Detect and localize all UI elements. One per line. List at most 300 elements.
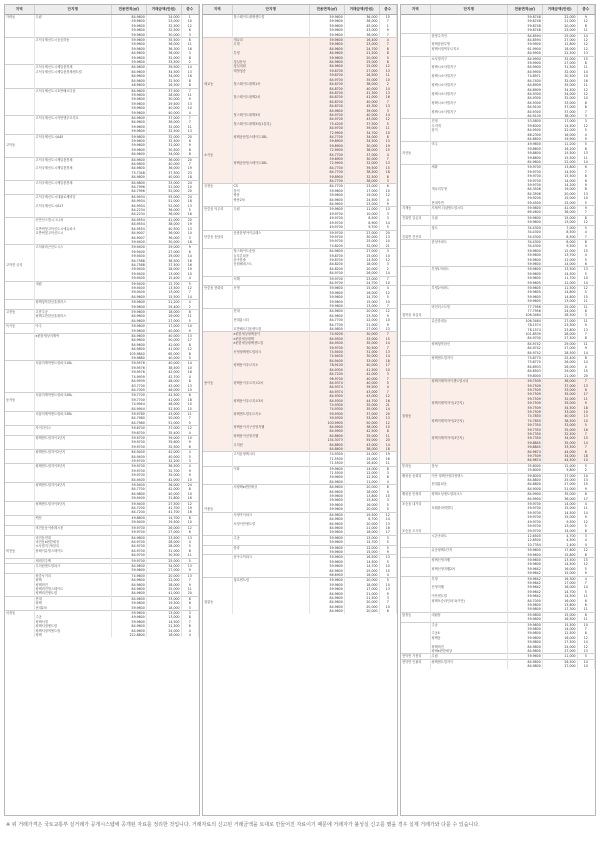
complex-name-cell: 평택센트럴자이1단지 [34,435,111,440]
area-cell: 59.8900 [309,157,344,161]
complex-name-cell: 평택시소사벌지구 [430,110,507,114]
floor-cell: 13 [379,235,396,239]
floor-cell: 14 [181,254,198,258]
area-cell: 84.9400 [111,478,146,483]
area-cell: 59.9700 [507,183,542,187]
area-cell: 84.7700 [309,184,344,189]
area-cell: 59.8748 [507,19,542,23]
area-cell: 75.7348 [111,171,146,175]
floor-cell: 3 [379,212,396,216]
complex-name-cell: 평택지제역자이센트럴시티 [430,379,507,384]
floor-cell: 7 [181,620,198,624]
area-cell: 84.8700 [309,95,344,99]
price-cell: 30,000 [344,332,379,337]
complex-name-cell: 평택서정역센트럴 [34,629,111,633]
floor-cell: 5 [181,319,198,324]
price-cell: 32,000 [542,96,577,100]
area-cell: 84.9700 [111,553,146,558]
floor-cell: 15 [577,369,594,373]
price-cell: 55,000 [344,438,379,442]
area-cell: 84.7996 [111,189,146,194]
area-cell: 84.9900 [309,429,344,433]
area-cell: 59.9600 [309,583,344,587]
floor-cell: 15 [379,337,396,341]
price-cell: 14,500 [542,124,577,128]
price-cell: 27,000 [344,230,379,235]
floor-cell: 8 [379,47,396,51]
price-cell: 43,000 [146,384,181,388]
floor-cell: 9 [577,571,594,576]
price-cell: 11,000 [542,654,577,659]
price-cell: 14,000 [542,262,577,267]
price-cell: 39,000 [146,435,181,440]
complex-name-cell: 세화 [430,165,507,170]
complex-name-cell: 대림삼 [430,612,507,617]
floor-cell: 20 [577,374,594,379]
price-cell: 30,500 [344,346,379,350]
price-cell: 32,000 [542,397,577,401]
floor-cell: 10 [379,318,396,322]
floor-cell: 4 [379,198,396,202]
price-cell: 45,300 [344,104,379,108]
price-cell: 13,700 [542,253,577,257]
floor-cell: 11 [379,434,396,438]
area-cell: 74.7850 [507,414,542,418]
price-cell: 50,000 [146,416,181,420]
area-cell: 96.9700 [309,377,344,381]
area-cell: 74.9400 [309,354,344,358]
floor-cell: 5 [379,540,396,545]
area-cell: 75.8770 [507,356,542,361]
area-cell: 59.9400 [111,483,146,488]
header-floor: 층수 [379,5,396,15]
floor-cell: 14 [379,113,396,117]
floor-cell: 9 [181,245,198,250]
complex-name-cell: 주공 [430,622,507,627]
price-cell: 20,000 [344,309,379,314]
price-cell: 14,700 [344,564,379,568]
price-cell: 36,300 [146,47,181,51]
area-cell: 84.8700 [309,91,344,95]
area-cell: 59.9600 [309,564,344,568]
area-cell: 59.9600 [111,324,146,329]
floor-cell: 14 [577,351,594,356]
area-cell: 59.7350 [507,436,542,440]
area-cell: 69.4600 [507,210,542,215]
area-cell: 84.9700 [309,117,344,121]
floor-cell: 13 [379,587,396,591]
price-cell: 40,000 [344,87,379,91]
price-cell: 16,000 [344,573,379,578]
complex-name-cell: 부영 [232,51,309,55]
area-cell: 59.9700 [309,230,344,235]
area-cell: 84.9800 [507,649,542,654]
price-cell: 25,000 [344,569,379,573]
area-cell: 59.9800 [507,617,542,622]
price-cell: 27,000 [542,346,577,350]
area-cell: 59.9642 [507,585,542,589]
price-cell: 25,000 [542,33,577,38]
price-cell: 15,000 [344,300,379,304]
area-cell: 84.7700 [309,323,344,327]
complex-name-cell: 고덕국제신도시자연앤푸르지오 [34,115,111,120]
area-cell: 84.9700 [111,549,146,553]
area-cell: 84.7980 [111,421,146,426]
floor-cell: 7 [379,42,396,46]
price-cell: 38,000 [344,425,379,429]
area-cell: 84.7700 [309,318,344,322]
area-cell: 59.9600 [309,560,344,564]
floor-cell: 12 [577,645,594,649]
floor-cell: 7 [577,210,594,215]
area-cell: 59.9400 [111,267,146,271]
floor-cell: 5 [181,544,198,548]
price-cell: 14,700 [146,515,181,520]
area-cell: 84.9600 [309,605,344,609]
floor-cell: 13 [577,414,594,418]
price-cell: 26,300 [146,83,181,88]
floor-cell: 15 [379,148,396,152]
complex-name-cell: 고덕국제신도시대광로제비앙 [34,194,111,199]
price-cell: 16,400 [344,38,379,43]
price-cell: 27,000 [542,61,577,65]
price-cell: 27,000 [344,69,379,73]
floor-cell: 8 [181,393,198,398]
complex-name-cell: 평택지제역자이(3단지) [430,436,507,440]
area-cell: 84.9700 [507,336,542,341]
area-cell: 59.9600 [111,129,146,134]
area-cell: 83.7700 [111,384,146,388]
price-cell: 16,000 [542,636,577,640]
area-cell: 59.9400 [111,254,146,258]
floor-cell: 9 [577,323,594,327]
price-cell: 14,800 [542,295,577,299]
floor-cell: 14 [379,221,396,225]
area-cell: 84.9800 [507,664,542,668]
floor-cell: 5 [577,590,594,594]
price-cell: 41,300 [344,91,379,95]
floor-cell: 4 [577,502,594,507]
floor-cell: 15 [379,569,396,573]
price-cell: 20,000 [344,485,379,490]
price-cell: 13,000 [344,535,379,540]
floor-cell: 14 [577,585,594,589]
area-cell: 222.8600 [111,633,146,637]
price-cell: 35,000 [542,441,577,445]
floor-cell: 6 [181,624,198,628]
floor-cell: 5 [181,455,198,459]
price-cell: 32,500 [146,445,181,450]
price-cell: 42,500 [146,393,181,398]
floor-cell: 6 [577,599,594,603]
area-cell: 84.9600 [111,157,146,162]
header-price: 거래금액(만원) [542,5,577,15]
floor-cell: 13 [379,555,396,560]
area-cell: 59.9600 [111,606,146,611]
floor-cell: 15 [379,166,396,170]
price-cell: 27,000 [542,38,577,42]
area-cell: 84.9742 [507,351,542,356]
complex-name-cell: 청실대림 [232,64,309,68]
floor-cell: 9 [181,568,198,573]
area-cell: 84.8909 [507,83,542,87]
complex-name-cell: 현대 [232,309,309,314]
complex-name-cell: e편한세상평택센트럴 [232,341,309,345]
area-cell: 74.9200 [309,332,344,337]
area-cell: 84.9800 [111,162,146,166]
price-cell: 28,000 [146,540,181,544]
floor-cell: 11 [181,42,198,46]
area-cell: 84.9600 [309,609,344,613]
floor-cell: 10 [181,520,198,525]
price-cell: 36,000 [344,33,379,38]
floor-cell: 10 [577,196,594,200]
price-cell: 14,200 [542,183,577,187]
floor-cell: 8 [181,38,198,43]
price-table-column-2 [202,4,398,816]
area-cell: 59.9600 [309,295,344,299]
header-price: 거래금액(만원) [344,5,379,15]
price-cell: 14,700 [344,295,379,299]
floor-cell: 12 [379,64,396,68]
price-cell: 35,000 [146,473,181,477]
price-cell: 20,000 [344,609,379,613]
area-cell: 10.7354 [507,543,542,548]
area-cell: 59.9600 [111,310,146,315]
floor-cell: 4 [379,153,396,157]
price-cell: 15,000 [542,201,577,206]
price-cell: 15,500 [146,295,181,300]
floor-cell: 6 [181,139,198,143]
area-cell: 59.9600 [309,38,344,43]
complex-name-cell: 원중사거리 [34,573,111,578]
floor-cell: 12 [379,291,396,295]
price-cell: 25,000 [344,239,379,243]
price-cell: 16,000 [542,567,577,571]
price-cell: 32,000 [542,79,577,83]
floor-cell: 4 [181,540,198,544]
price-cell: 21,200 [146,300,181,305]
floor-cell: 12 [379,193,396,197]
area-cell: 59.9600 [309,189,344,193]
price-cell: 26,500 [344,73,379,77]
complex-name-cell: 태영청송 [232,69,309,73]
price-cell: 15,000 [344,550,379,555]
area-cell: 84.6503 [507,365,542,369]
complex-name-cell: 평택센트럴자이3단지 [34,464,111,469]
complex-name-cell: 힐스테이트평택센트럴 [232,15,309,20]
complex-name-cell: 평택 [34,578,111,582]
area-cell: 49.9700 [309,212,344,216]
area-cell: 84.8594 [507,33,542,38]
price-cell: 33,000 [344,337,379,341]
floor-cell: 3 [181,51,198,55]
floor-cell: 8 [379,60,396,64]
complex-name-cell: 더샵지제역센트럴파크3BL [34,411,111,416]
area-cell: 59.9600 [111,28,146,32]
complex-name-cell: 부영2아파트 [430,285,507,290]
floor-cell: 15 [181,407,198,412]
floor-cell: 6 [577,262,594,267]
floor-cell: 9 [379,323,396,327]
floor-cell: 4 [181,629,198,633]
price-cell: 30,500 [146,148,181,152]
price-cell: 41,000 [146,347,181,351]
floor-cell: 8 [181,152,198,157]
price-cell: 18,000 [542,47,577,51]
floor-cell: 3 [181,33,198,38]
area-cell: 59.9576 [111,361,146,366]
area-cell: 84.8600 [309,434,344,438]
price-cell: 46,000 [146,402,181,406]
price-cell: 14,500 [542,170,577,174]
floor-cell: 8 [181,83,198,88]
floor-cell: 16 [181,496,198,501]
floor-cell: 8 [577,147,594,151]
floor-cell: 15 [577,295,594,299]
price-cell: 28,500 [542,313,577,318]
region-cell [401,664,430,668]
complex-name-cell: 신영 [232,286,309,291]
price-cell: 15,000 [344,457,379,461]
price-cell: 18,000 [146,633,181,637]
complex-name-cell: 이화 [232,466,309,471]
price-cell: 65,000 [146,352,181,356]
complex-name-cell: 지제역 더샵센트럴시티 [430,206,507,211]
price-cell: 19,500 [146,520,181,525]
area-cell: 59.8700 [309,258,344,262]
price-cell: 16,000 [344,503,379,507]
floor-cell: 12 [379,512,396,517]
floor-cell: 5 [379,503,396,507]
complex-name-cell: 평택용이푸르지오2차 [232,381,309,385]
area-cell: 59.9700 [111,459,146,464]
area-cell: 59.9605 [507,295,542,299]
floor-cell: 7 [577,235,594,240]
floor-cell: 11 [181,93,198,97]
price-cell: 40,500 [146,227,181,231]
area-cell: 72.9900 [309,148,344,152]
price-cell: 31,000 [146,549,181,553]
price-cell: 17,600 [542,548,577,553]
area-cell: 59.9800 [507,612,542,617]
area-cell: 59.9400 [111,281,146,286]
area-cell: 59.9600 [309,193,344,197]
floor-cell: 21 [379,244,396,249]
complex-name-cell: 솔레이유힐스테이트 [34,549,111,553]
floor-cell: 13 [379,327,396,332]
price-cell: 37,000 [542,110,577,114]
area-cell: 59.9600 [309,578,344,583]
table-header-row [203,5,397,15]
area-cell: 59.9642 [507,567,542,571]
region-cell: 팽성읍 송화리 [401,473,430,478]
area-cell: 59.7509 [507,388,542,392]
area-cell: 84.9600 [111,295,146,300]
area-cell: 59.9600 [507,262,542,267]
floor-cell: 8 [577,309,594,313]
area-cell: 84.3506 [507,192,542,196]
complex-name-cell: 힐스테이트평택1차 [232,82,309,86]
price-cell: 26,000 [542,365,577,369]
area-cell: 59.9600 [111,111,146,116]
price-cell: 12,000 [542,281,577,286]
floor-cell: 8 [577,101,594,105]
complex-name-cell: 호반베르디움센트럴 [232,327,309,332]
price-cell: 16,000 [542,585,577,589]
price-cell: 40,000 [146,356,181,361]
area-cell: 84.9600 [309,198,344,202]
floor-cell: 16 [379,526,396,530]
area-cell: 59.9600 [309,530,344,535]
complex-name-cell: 삼성 [430,463,507,468]
price-cell: 16,500 [542,617,577,622]
price-cell: 8,900 [344,221,379,225]
price-cell: 12,000 [542,258,577,262]
price-cell: 28,000 [146,267,181,271]
price-cell: 26,000 [344,271,379,276]
floor-cell: 5 [181,421,198,426]
area-cell: 49.9700 [507,520,542,524]
area-cell: 84.9554 [111,222,146,226]
area-cell: 59.8000 [507,473,542,478]
floor-cell: 12 [577,285,594,290]
price-cell: 14,500 [542,594,577,598]
floor-cell: 3 [181,606,198,611]
price-cell: 40,000 [344,113,379,117]
price-cell: 37,000 [146,115,181,120]
price-cell: 36,000 [146,157,181,162]
floor-cell: 7 [379,377,396,381]
price-cell: 35,500 [146,38,181,43]
area-cell: 84.9600 [111,51,146,55]
floor-cell: 8 [379,51,396,55]
floor-cell: 8 [577,529,594,534]
complex-name-cell: 우림 [430,215,507,220]
price-cell: 45,000 [344,24,379,28]
area-cell: 84.9600 [111,314,146,318]
price-cell: 25,400 [542,356,577,361]
price-cell: 36,000 [146,236,181,240]
price-cell: 27,500 [146,501,181,506]
area-cell: 59.9600 [111,33,146,38]
floor-cell: 20 [379,412,396,416]
price-cell: 24,000 [542,645,577,649]
area-cell: 59.9800 [507,206,542,211]
floor-cell: 4 [577,253,594,257]
area-cell: 59.9700 [111,473,146,477]
area-cell: 59.9600 [309,33,344,38]
area-cell: 84.9800 [111,492,146,496]
complex-name-cell: 고덕국제신도시공공하동 [34,38,111,43]
complex-name-cell: 평택서정센트럴 [34,624,111,628]
price-cell: 15,000 [344,286,379,291]
area-cell: 59.7350 [507,432,542,436]
area-cell: 84.9800 [309,327,344,332]
price-cell: 38,500 [542,419,577,423]
floor-cell: 5 [379,56,396,60]
complex-name-cell: 무지개 [430,124,507,128]
area-cell: 34.4300 [507,225,542,230]
area-cell: 84.9600 [111,578,146,582]
floor-cell: 13 [577,267,594,272]
price-cell: 9,500 [542,244,577,248]
floor-cell: 6 [577,179,594,183]
price-cell: 22,000 [344,318,379,322]
floor-cell: 3 [577,533,594,538]
area-cell: 59.9600 [111,611,146,616]
price-cell: 36,000 [146,51,181,55]
